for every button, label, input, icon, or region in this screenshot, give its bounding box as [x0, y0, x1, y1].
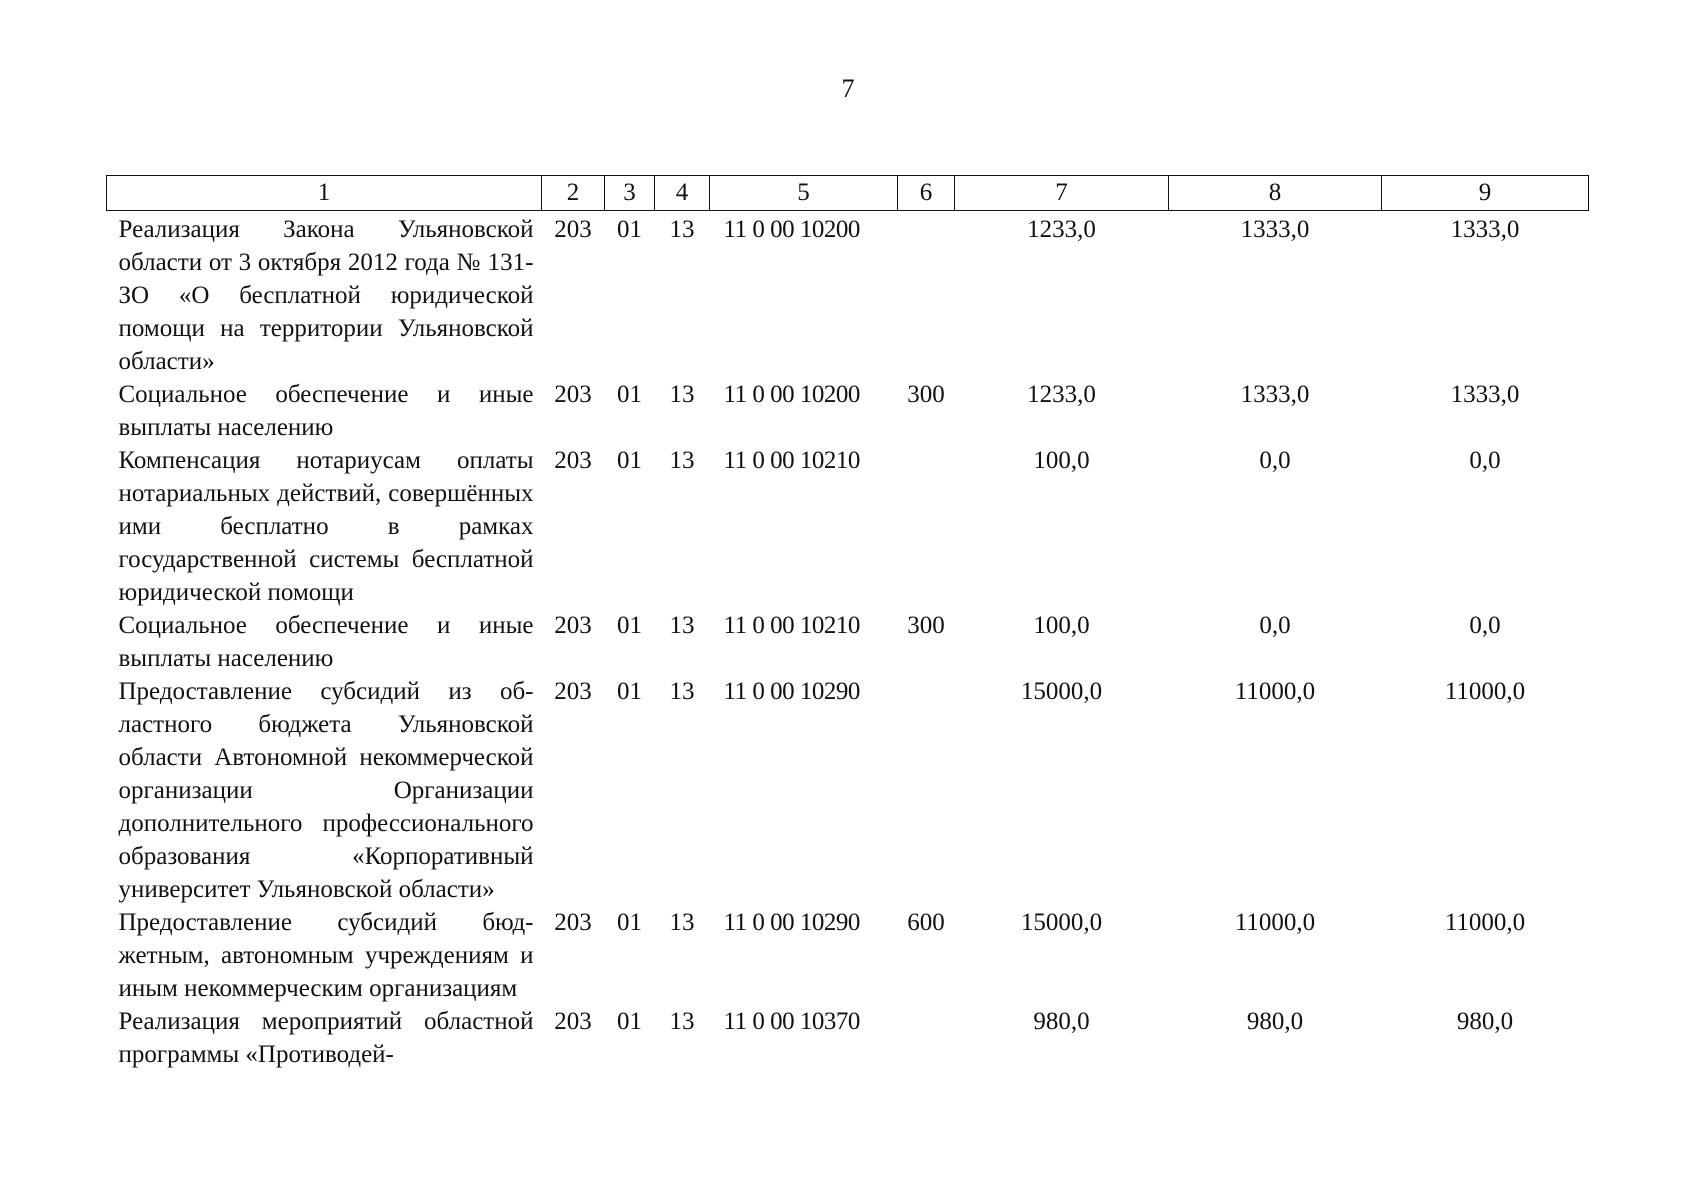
row-col-2: 203 [554, 612, 592, 639]
row-col-4: 13 [669, 612, 695, 639]
row-col-9: 11000,0 [1444, 909, 1526, 936]
row-col-7: 100,0 [1033, 612, 1090, 639]
row-description: Социальное обеспечение и иные выплаты населению [118, 381, 534, 441]
table-row [107, 1005, 1589, 1071]
row-col-7: 1233,0 [1027, 216, 1096, 243]
row-col-8: 11000,0 [1234, 909, 1316, 936]
row-col-8: 0,0 [1259, 447, 1291, 474]
row-col-4: 13 [669, 1008, 695, 1035]
row-col-3: 01 [617, 1008, 642, 1035]
row-col-9: 11000,0 [1444, 678, 1526, 705]
header-col-7: 7 [955, 176, 1169, 211]
row-col-3: 01 [617, 612, 642, 639]
row-col-4: 13 [669, 381, 695, 408]
row-description: Реализация мероприятий областной программы «Противодей- [118, 1008, 534, 1068]
row-col-8: 0,0 [1259, 612, 1291, 639]
row-col-8: 11000,0 [1234, 678, 1316, 705]
row-col-6 [898, 444, 955, 609]
row-col-6: 600 [907, 909, 945, 936]
row-col-5: 11 0 00 10210 [723, 612, 860, 639]
row-col-4: 13 [669, 447, 695, 474]
row-col-5: 11 0 00 10290 [723, 909, 860, 936]
row-col-3: 01 [617, 381, 642, 408]
row-col-4: 13 [669, 909, 695, 936]
row-col-5: 11 0 00 10210 [723, 447, 860, 474]
row-col-9: 980,0 [1456, 1008, 1514, 1035]
row-col-5: 11 0 00 10200 [723, 381, 860, 408]
header-col-4: 4 [655, 176, 710, 211]
row-col-6 [898, 1005, 955, 1071]
row-col-2: 203 [554, 909, 592, 936]
row-col-7: 15000,0 [1020, 678, 1103, 705]
table-row [107, 211, 1589, 379]
row-col-4: 13 [669, 216, 695, 243]
row-col-8: 1333,0 [1240, 216, 1310, 243]
table-row [107, 675, 1589, 906]
row-col-9: 0,0 [1469, 447, 1501, 474]
row-description: Социальное обеспечение и иные выплаты населению [118, 612, 534, 672]
row-description: Предоставление субсидий бюджетным, автономным учреждениям и иным некоммерческим организациям [118, 909, 534, 1002]
row-col-4: 13 [669, 678, 695, 705]
header-col-1: 1 [107, 176, 542, 211]
row-col-3: 01 [617, 909, 642, 936]
table-row [107, 444, 1589, 609]
table-row [107, 378, 1589, 444]
row-col-8: 980,0 [1246, 1008, 1304, 1035]
header-col-6: 6 [898, 176, 955, 211]
row-col-6: 300 [907, 612, 945, 639]
row-col-2: 203 [554, 678, 592, 705]
row-col-5: 11 0 00 10370 [723, 1008, 860, 1035]
row-col-8: 1333,0 [1240, 381, 1310, 408]
row-col-2: 203 [554, 447, 592, 474]
row-col-9: 0,0 [1469, 612, 1501, 639]
row-col-2: 203 [554, 216, 592, 243]
row-col-2: 203 [554, 381, 592, 408]
row-col-7: 15000,0 [1020, 909, 1103, 936]
row-col-6 [898, 211, 955, 379]
row-col-6: 300 [907, 381, 945, 408]
row-col-7: 100,0 [1033, 447, 1090, 474]
budget-table [106, 175, 1589, 1071]
row-col-5: 11 0 00 10200 [723, 216, 860, 243]
page-number: 7 [841, 74, 855, 103]
row-col-3: 01 [617, 678, 642, 705]
row-col-9: 1333,0 [1450, 381, 1520, 408]
header-col-9: 9 [1382, 176, 1589, 211]
table-row [107, 609, 1589, 675]
row-description: Предоставление субсидий из областного бюджета Ульяновской области Автономной некоммерческой организации Организации дополнительного профессионального образования «Корпоративный университет Ульяновской области» [118, 678, 534, 903]
row-col-2: 203 [554, 1008, 592, 1035]
row-col-3: 01 [617, 216, 642, 243]
row-col-9: 1333,0 [1450, 216, 1520, 243]
row-col-5: 11 0 00 10290 [723, 678, 860, 705]
table-body [107, 211, 1589, 1072]
header-col-8: 8 [1169, 176, 1382, 211]
table-header [107, 176, 1589, 211]
row-col-6 [898, 675, 955, 906]
header-row [107, 176, 1589, 211]
row-description: Реализация Закона Ульяновской области от 3 октября 2012 года № 131-ЗО «О бесплатной юридической помощи на территории Ульяновской области» [118, 216, 534, 375]
header-col-5: 5 [710, 176, 898, 211]
row-col-7: 980,0 [1033, 1008, 1090, 1035]
row-col-3: 01 [617, 447, 642, 474]
header-col-2: 2 [542, 176, 605, 211]
row-description: Компенсация нотариусам оплаты нотариальных действий, совершённых ими бесплатно в рамках государственной системы бесплатной юридической помощи [118, 447, 534, 606]
table-row [107, 906, 1589, 1005]
header-col-3: 3 [605, 176, 655, 211]
row-col-7: 1233,0 [1027, 381, 1096, 408]
